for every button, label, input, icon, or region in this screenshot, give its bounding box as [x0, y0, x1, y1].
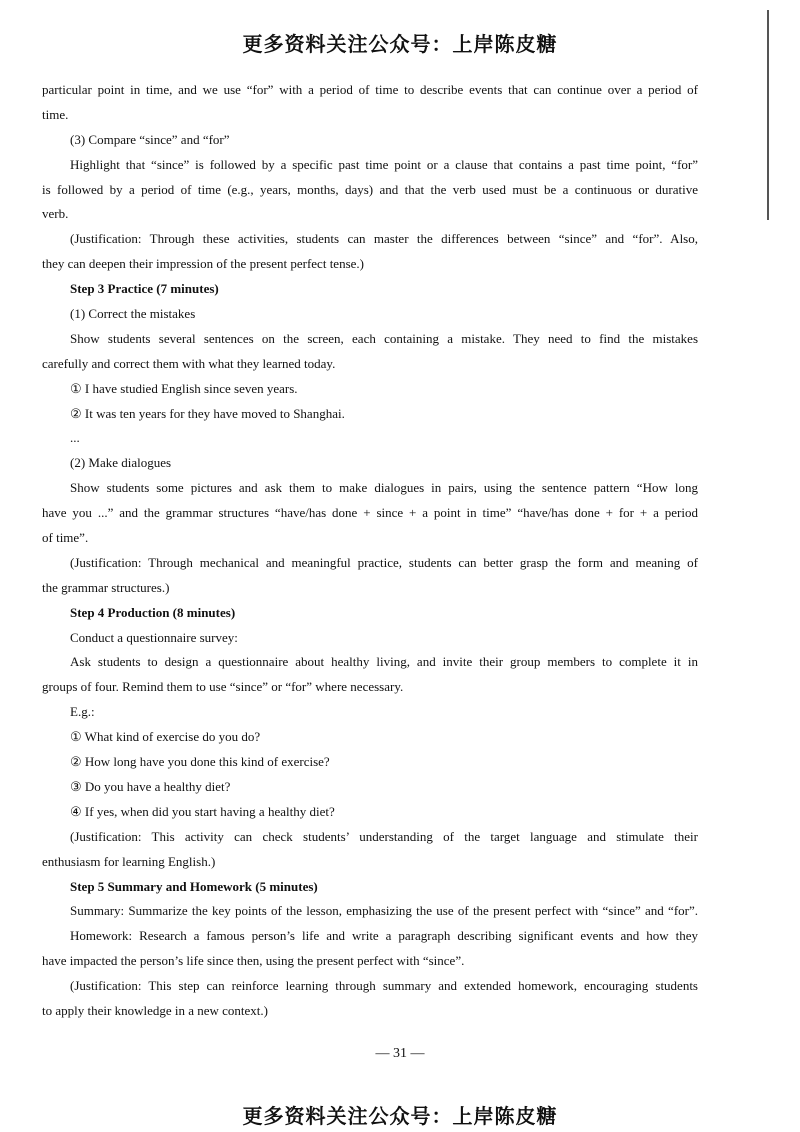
step-heading: Step 5 Summary and Homework (5 minutes) [70, 878, 318, 894]
text-line: verb. [42, 206, 69, 222]
text-line: they can deepen their impression of the present perfect tense.) [42, 256, 364, 272]
text-line: (Justification: This activity can check students’ understanding of the target language and stimulate their [70, 828, 698, 844]
text-line: Conduct a questionnaire survey: [70, 629, 238, 645]
text-line: Homework: Research a famous person’s life and write a paragraph describing significant events and how they [70, 928, 698, 944]
text-line: (Justification: Through mechanical and meaningful practice, students can better grasp the form and meaning of [70, 554, 698, 570]
step-heading: Step 4 Production (8 minutes) [70, 604, 236, 620]
text-line: Show students several sentences on the screen, each containing a mistake. They need to find the mistakes [70, 330, 698, 346]
text-line: ① What kind of exercise do you do? [70, 729, 261, 745]
scan-edge-artifact [767, 10, 769, 220]
text-line: enthusiasm for learning English.) [42, 853, 216, 869]
step-heading: Step 3 Practice (7 minutes) [70, 281, 219, 297]
text-line: (2) Make dialogues [70, 455, 172, 471]
text-line: the grammar structures.) [42, 579, 170, 595]
text-line: Summary: Summarize the key points of the lesson, emphasizing the use of the present perfect with “since” and “for”. [70, 903, 698, 919]
text-line: of time”. [42, 530, 89, 546]
text-line: to apply their knowledge in a new context.) [42, 1002, 268, 1018]
text-line: (3) Compare “since” and “for” [70, 131, 230, 147]
text-line: particular point in time, and we use “for” with a period of time to describe events that can continue over a period of [42, 82, 698, 97]
document-body [42, 78, 698, 1024]
watermark-header: 更多资料关注公众号：上岸陈皮糖 [242, 32, 558, 56]
text-line: carefully and correct them with what they learned today. [42, 355, 336, 371]
text-line: ② How long have you done this kind of exercise? [70, 754, 330, 770]
text-line: ② It was ten years for they have moved to Shanghai. [70, 405, 345, 421]
text-line: ① I have studied English since seven years. [70, 380, 298, 396]
text-line: is followed by a period of time (e.g., years, months, days) and that the verb used must be a continuous or durative [42, 181, 698, 197]
text-line: ... [70, 430, 80, 446]
text-line: have you ...” and the grammar structures “have/has done + since + a point in time” “have/has done + for + a period [42, 505, 698, 521]
text-line: (1) Correct the mistakes [70, 306, 196, 322]
text-line: ③ Do you have a healthy diet? [70, 778, 231, 794]
text-line: E.g.: [70, 704, 95, 720]
text-line: groups of four. Remind them to use “since” or “for” where necessary. [42, 679, 404, 695]
text-line: Ask students to design a questionnaire about healthy living, and invite their group members to complete it in [70, 654, 698, 670]
text-line: Highlight that “since” is followed by a specific past time point or a clause that contains a past time point, “for” [70, 156, 698, 172]
text-line: ④ If yes, when did you start having a healthy diet? [70, 803, 335, 819]
text-line: have impacted the person’s life since then, using the present perfect with “since”. [42, 953, 465, 969]
text-line: Show students some pictures and ask them to make dialogues in pairs, using the sentence pattern “How long [70, 480, 698, 496]
text-line: time. [42, 106, 69, 122]
text-line: (Justification: This step can reinforce learning through summary and extended homework, encouraging students [70, 978, 698, 994]
watermark-footer: 更多资料关注公众号：上岸陈皮糖 [242, 1104, 558, 1128]
text-line: (Justification: Through these activities, students can master the differences between “since” and “for”. Also, [70, 231, 698, 247]
page-number: — 31 — [375, 1046, 425, 1061]
